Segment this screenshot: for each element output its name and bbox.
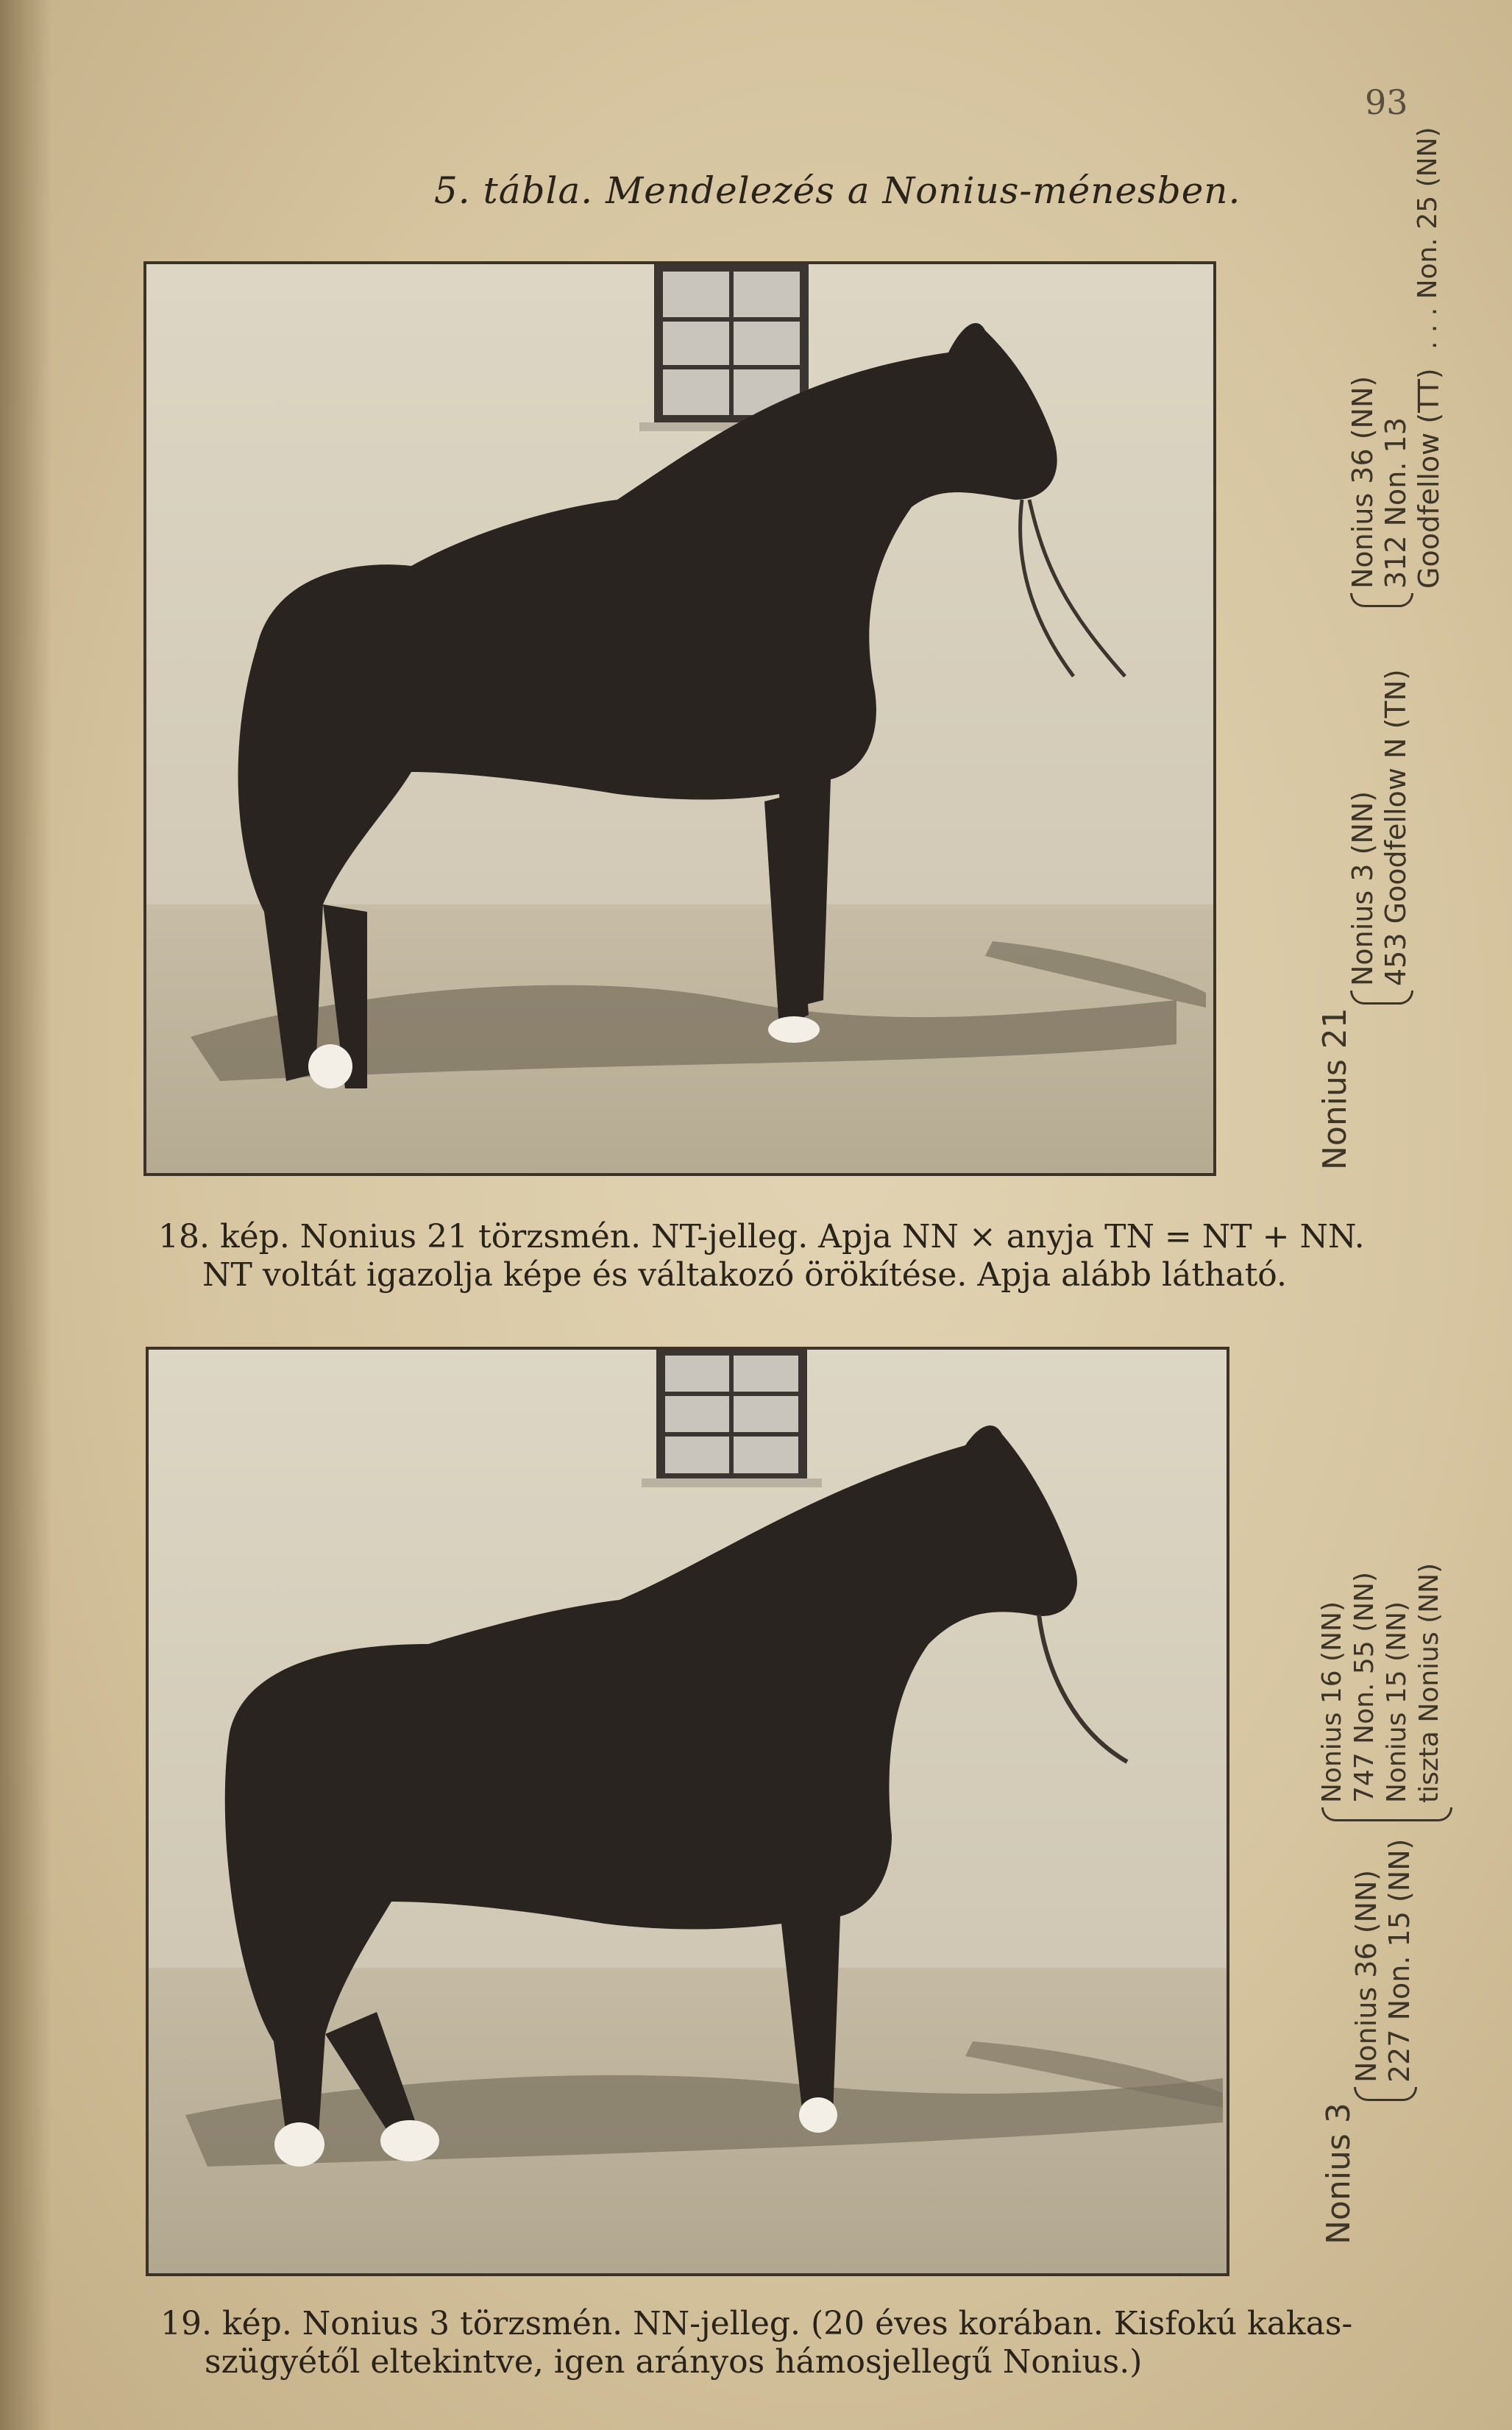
pedigree-sire-sire: Nonius 16 (NN) bbox=[1317, 1601, 1347, 1803]
page-number: 93 bbox=[1365, 82, 1408, 122]
pedigree-dam-dam: . . . Non. 25 (NN) bbox=[1413, 127, 1443, 350]
pedigree-dam-dam: tiszta Nonius (NN) bbox=[1414, 1562, 1444, 1803]
pedigree-brace bbox=[1321, 1807, 1452, 1821]
photo-horse-nonius-21 bbox=[143, 261, 1216, 1176]
caption-line: NT voltát igazolja képe és váltakozó örökítése. Apja alább látható. bbox=[202, 1256, 1287, 1294]
caption-line: 19. kép. Nonius 3 törzsmén. NN-jelleg. (20 éves korában. Kisfokú kakas- bbox=[160, 2305, 1353, 2342]
pedigree-brace bbox=[1354, 2087, 1417, 2101]
pedigree-brace bbox=[1350, 991, 1413, 1005]
pedigree-subject: Nonius 3 bbox=[1320, 2103, 1357, 2245]
plate-title: 5. tábla. Mendelezés a Nonius-ménesben. bbox=[434, 169, 1241, 212]
horse-photo-illustration bbox=[149, 1350, 1227, 2273]
pedigree-sire: Nonius 3 (NN) bbox=[1346, 790, 1379, 986]
pedigree-dam-sire: Nonius 15 (NN) bbox=[1382, 1601, 1412, 1803]
figure-19-caption bbox=[160, 2305, 1352, 2381]
pedigree-sire: Nonius 36 (NN) bbox=[1350, 1869, 1383, 2083]
spine-shadow bbox=[0, 0, 52, 2430]
photo-horse-nonius-3 bbox=[146, 1347, 1229, 2276]
pedigree-sire-dam: 312 Non. 13 bbox=[1380, 417, 1412, 589]
caption-line: szügyétől eltekintve, igen arányos hámosjellegű Nonius.) bbox=[205, 2343, 1143, 2381]
figure-18-caption bbox=[158, 1218, 1365, 1294]
pedigree-dam: 227 Non. 15 (NN) bbox=[1383, 1838, 1416, 2083]
pedigree-sire-dam: 747 Non. 55 (NN) bbox=[1349, 1571, 1380, 1803]
pedigree-sire-sire: Nonius 36 (NN) bbox=[1346, 375, 1379, 589]
pedigree-dam: 453 Goodfellow N (TN) bbox=[1380, 669, 1412, 986]
pedigree-dam-sire: Goodfellow (TT) bbox=[1413, 368, 1445, 589]
caption-line: 18. kép. Nonius 21 törzsmén. NT-jelleg. Apja NN × anyja TN = NT + NN. bbox=[158, 1218, 1365, 1255]
horse-photo-illustration bbox=[146, 264, 1213, 1173]
pedigree-brace bbox=[1350, 593, 1413, 607]
pedigree-subject: Nonius 21 bbox=[1316, 1007, 1354, 1170]
